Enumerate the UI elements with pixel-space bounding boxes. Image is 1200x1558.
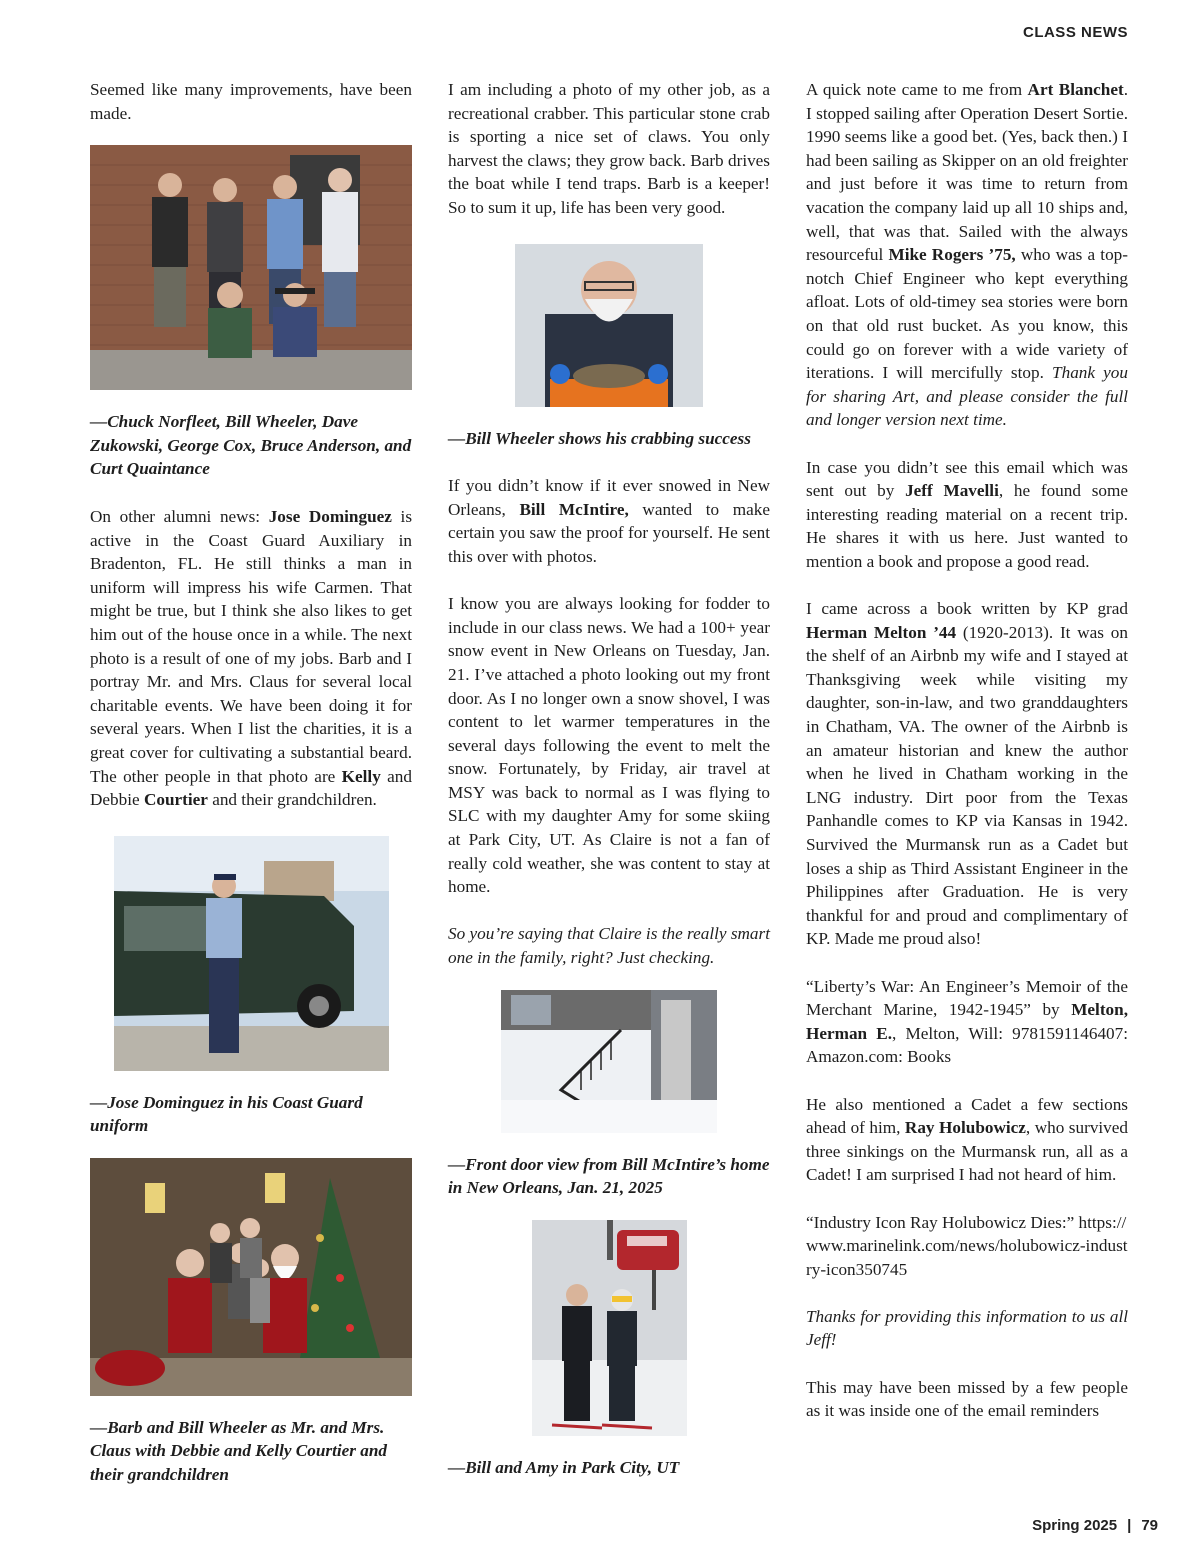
group-photo [90, 145, 412, 390]
paragraph: This may have been missed by a few people as it was inside one of the email reminders [806, 1377, 1128, 1421]
section-label: CLASS NEWS [1022, 24, 1128, 41]
photo-caption: —Chuck Norfleet, Bill Wheeler, Dave Zukowski, George Cox, Bruce Anderson, and Curt Quaintance [90, 412, 412, 479]
crab-photo [515, 244, 703, 407]
paragraph: I am including a photo of my other job, as a recreational crabber. This particular stone crab is sporting a nice set of claws. You only harvest the claws; they grow back. Barb drives the boat while I tend traps. Barb is a keeper! So to sum it up, life has been very good. [448, 80, 770, 217]
page-number: 79 [1141, 1517, 1158, 1534]
paragraph: I know you are always looking for fodder to include in our class news. We had a 100+ year snow event in New Orleans on Tuesday, Jan. 21. I’ve attached a photo looking out my front door. As I no longer own a snow shovel, I was content to let warmer temperatures in the several days following the event to melt the snow. Fortunately, by Friday, air travel at MSY was back to normal as I was flying to SLC with my daughter Amy for some skiing at Park City, UT. As Claire is not a fan of really cold weather, she was content to stay at home. [448, 594, 770, 897]
paragraph: Thanks for providing this information to us all Jeff! [806, 1306, 1128, 1350]
ski-photo [532, 1220, 687, 1436]
paragraph: I came across a book written by KP grad Herman Melton ’44 (1920-2013). It was on the shelf of an Airbnb my wife and I stayed at Thanksgiving week while visiting my daughter, son-in-law, and two granddaughters in Chatham, VA. The owner of the Airbnb is an amateur historian and knew the author when he lived in Chatham working in the LNG industry. Dirt poor from the Texas Panhandle comes to KP via Kansas in 1942. Survived the Murmansk run as a Cadet but loses a ship as Third Assistant Engineer in the Philippines after Graduation. He is very thankful for and proud and complimentary of KP. Made me proud also! [806, 599, 1128, 949]
paragraph: If you didn’t know if it ever snowed in New Orleans, Bill McIntire, wanted to make certain you saw the proof for yourself. He sent this over with photos. [448, 476, 770, 566]
page-footer [1032, 1517, 1158, 1534]
snow-photo [501, 990, 717, 1133]
paragraph: So you’re saying that Claire is the really smart one in the family, right? Just checking. [448, 924, 770, 968]
coast-guard-photo [114, 836, 389, 1071]
photo-caption: —Barb and Bill Wheeler as Mr. and Mrs. Claus with Debbie and Kelly Courtier and their grandchildren [90, 1417, 388, 1485]
paragraph: “Liberty’s War: An Engineer’s Memoir of the Merchant Marine, 1942-1945” by Melton, Herman E., Melton, Will: 9781591146407: Amazon.com: Books [806, 976, 1128, 1067]
photo-caption: —Front door view from Bill McIntire’s home in New Orleans, Jan. 21, 2025 [448, 1154, 770, 1198]
paragraph: In case you didn’t see this email which was sent out by Jeff Mavelli, he found some interesting reading material on a recent trip. He shares it with us here. Just wanted to mention a book and propose a good read. [806, 457, 1128, 571]
paragraph: He also mentioned a Cadet a few sections ahead of him, Ray Holubowicz, who survived three sinkings on the Murmansk run, all as a Cadet! I am surprised I had not heard of him. [806, 1094, 1128, 1185]
footer-separator: | [1127, 1517, 1132, 1534]
column-3 [806, 78, 1128, 1423]
paragraph: “Industry Icon Ray Holubowicz Dies:” https://www.marinelink.com/news/holubowicz-industry-icon350745 [806, 1212, 1128, 1279]
paragraph: A quick note came to me from Art Blanchet. I stopped sailing after Operation Desert Sortie. 1990 seems like a good bet. (Yes, back then.) I had been sailing as Skipper on an old freighter and just before it was time to return from vacation the company laid up all 10 ships and, well, that was that. Sailed with the always resourceful Mike Rogers ’75, who was a top-notch Chief Engineer who kept everything afloat. Lots of old-timey sea stories were born on that old rust bucket. As you know, this could go on forever with a wide variety of iterations. I will mercifully stop. Thank you for sharing Art, and please consider the full and longer version next time. [806, 80, 1128, 430]
issue-label: Spring 2025 [1032, 1517, 1118, 1534]
photo-caption: —Bill and Amy in Park City, UT [448, 1457, 680, 1477]
column-1 [90, 78, 412, 1487]
column-2 [448, 78, 770, 1479]
photo-caption: —Bill Wheeler shows his crabbing success [448, 428, 751, 448]
santa-claus-photo [90, 1158, 412, 1396]
photo-caption: —Jose Dominguez in his Coast Guard uniform [90, 1092, 363, 1136]
paragraph: Seemed like many improvements, have been made. [90, 80, 412, 123]
paragraph: On other alumni news: Jose Dominguez is active in the Coast Guard Auxiliary in Bradenton, FL. He still thinks a man in uniform will impress his wife Carmen. That might be true, but I think she also likes to get him out of the house once in a while. The next photo is a result of one of my jobs. Barb and I portray Mr. and Mrs. Claus for several local charitable events. We have been doing it for several years. When I list the charities, it is a great cover for cultivating a substantial beard. The other people in that photo are Kelly and Debbie Courtier and their grandchildren. [90, 506, 413, 810]
